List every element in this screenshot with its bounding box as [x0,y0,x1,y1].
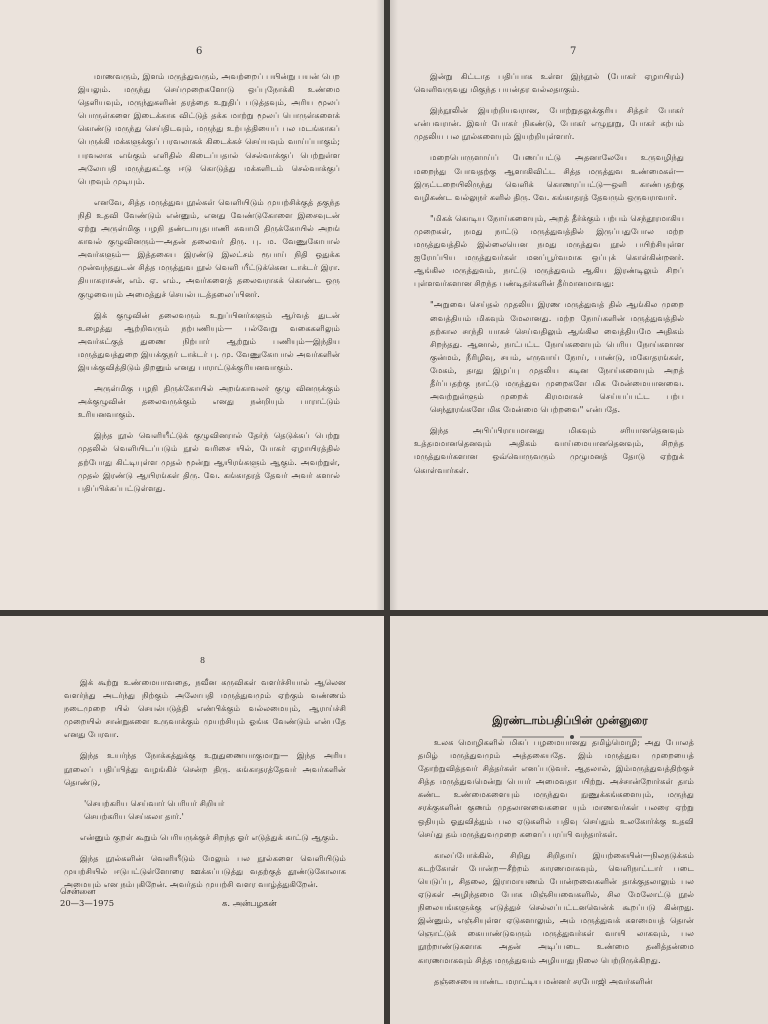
page-8-body [64,676,346,899]
page-7-body [414,70,684,485]
paragraph: இந்த நூல் வெளியீட்டுக் குழுவினரால் தேர்ந் தெடுக்கப் பெற்று முதலில் வெளியிடப்படும் நூல் வரிசை யில், போகர் ஏழாயிரத்தில் தற்போது கிட்டியுள்ள முதல் மூன்று ஆயிரங்களும் ஆகும். அவற்றுள், முதல் இரண்டு ஆயிரங்கள் திரு. வே. கங்காதரத் தேவர் அவர் களால் பதிப்பிக்கப்பட்டுள்ளது. [78,430,340,493]
signature-date: 20—3—1975 [60,898,115,908]
paragraph: இன்று கிட்டாத பதிப்பாக உள்ள இந்நூல் (போகர் ஏழாயிரம்) வெளிவருவது மிகுந்த பயன்தர வல்லதாகும். [414,71,684,95]
paragraph: காலப்போக்கில், சிறிது சிறிதாய் இயற்கையின்—நிலநடுக்கம் கடற்கோள் போன்ற—சீற்றம் காரணமாகவும், வெளிநாட்டார் படை யெடுப்பு, சிதலை, இராமாயணம் போன்றவைகளின் தாக்குதலாலும் பல ஏடுகள் அழிந்தமை போக மிஞ்சியவைகளில், சில மேலோட்டு நூல் நிலையங்களுக்கு எடுத்துச் செல்லப்பட்டனவென்க் கூறப்படு கின்றது. இன்னும், எஞ்சியுள்ள ஏடுகளாலும், அம் மருத்துவக் களமையத் தொன் ஞொட்டுக் கையாண்டுவரும் மருத்துவர்கள் வாயி லாகவும், பல நூற்றாண்டுகளாக அதன் அடிப்படை உண்மை தனித்தன்மை காரணமாகவும் சித்த மருத்துவம் அழியாது நிலை பெற்றிருக்கிறது. [418,849,694,965]
paragraph: தஞ்சையையாண்ட மராட்டிய மன்னர் சரபோஜி அவர்களின் [434,975,653,986]
page-number: 8 [200,656,206,665]
paragraph: உலக மொழிகளில் மிகப் பழமையானது தமிழ்மொழி; அது போலத் தமிழ் மருத்துவமும் அத்தகையதே. இம் மருத்துவ முறையைத் தோற்றுவித்தவர் சித்தர்கள் எனப்படுவர். ஆதலால், இம்மருத்துவத்திற்குச் சித்த மருத்துவமென்று பெயர் அமைவதா யிற்று. அச்சான்றோர்கள் தாம் கண்ட உண்மைகளையும் மருந்துவ நுணுக்கங்களையும், மருந்து சரக்குகளின் குணம் முதலானவைகளை யும் மாணவர்கள் பலரை ஏற்று ஒதியும் ஓதுவித்தும் பல ஏடுகளில் பதிவு செய்தும் உலகோர்க்கு உதவி செய்து தம் மருத்துவமுறை களைப் பரப்பி வந்தார்கள். [418,737,694,839]
paragraph: இந்த நூல்களின் வெளியீடும் மேலும் பல நூல்களை வெளியிடும் முயற்சியில் ஈடுபட்டுள்ளோரை ஊக்கப்படுத்து வதற்குத் தூண்டுகோலாக அமையும் என நம்புகிறேன். அவர்தம் முயற்சி வளர வாழ்த்துகிறேன். [64,852,346,890]
chapter-title: இரண்டாம்பதிப்பின் முன்னுரை [492,714,648,727]
signature-place: சென்னை [60,886,96,896]
paragraph: மறைபொருளாய்ப் பேணப்பட்டு அதனாலேயே உருவழிந்து மறைந்து போவதற்கு ஆளாகிவிட்ட சித்த மருத்துவ உண்மைகள்—இருட்டறையிலிருந்து வெளிக் கொணரப்பட்டு—ஒளி காண்பதற்கு வழிகண்ட வல்லுநர் களில் திரு. வே. கங்காதரத் தேவரும் ஒருவராவார். [414,152,684,202]
paragraph: அருள்மிகு பழநி திருக்கோயில் அறங்காவலர் குழு வினருக்கும் அக்குழுவின் தலைவருக்கும் எனது நன்றியும் பாராட்டும் உரியனவாகும். [78,383,340,420]
paragraph: மாணவரும், இளம் மருத்துவரும், அவற்றைப் பயின்று பயன் பெற இயலும். மருந்து செய்முறைகளோடு ஒப்புநோக்கி உண்மை தெளியவும், மருந்துகளின் தரத்தை உறுதிப் படுத்தவும், அரிய மூலப் பொருள்களை இடைக்காக விட்டுத் தக்க மாற்று மூலப் பொருள்களைக் கொண்டு மருந்து செய்திடவும், மருந்து உற்பத்தியைப் பல மடங்காகப் பெருக்கி மக்களுக்குப் பரவலாகக் கிடைக்கச் செய்யவும் வாய்ப்பாகும்; பரவலாக எங்கும் எளிதில் கிடைப்பதால் செல்வாக்குப் பெற்றுள்ள அலோபதி மருந்துகட்கு ஈடு கொடுத்து மக்களிடம் செல்வாக்குப் பெறவும் முடியும். [78,71,340,186]
paragraph: இந்நூலின் இயற்றியவரான, போற்றுதலுக்குரிய சித்தர் போகர் என்பவரான். இவர் போகர் நிகண்டு, போகர் எழுநூறு, போகர் கற்பம் முதலிய பல நூல்களையும் இயற்றியுள்ளார். [414,105,684,142]
page-number: 7 [570,46,577,57]
paragraph: இந்த உயர்ந்த நோக்கத்துக்கு உறுதுணையாகுமாறு— இந்த அரிய நூலைப் பதிப்பித்து வழங்கிச் சென்ற திரு. கங்காதரத்தேவர் அவர்களின் தொண்டு, [64,750,346,787]
paragraph: இக் கூற்று உண்மையாவதை, நவீன கருவிகள் வளர்ச்சியால் ஆலென வளர்ந்து அடர்ந்து நிற்கும் அலோபதி மருத்துவமும் ஏற்கும் வண்ணம் நடைமுறை யில் செயல்படுத்தி எண்பிக்கும் வல்லமையும், ஆராய்ச்சி முறையில் சான்றுகளை உருவாக்கும் முயற்சியும் ஓங்க வேண்டும் என்பதே எனது பேரவா. [64,677,346,740]
paragraph: "மிகக் கொடிய நோய்களையும், அறத் தீர்க்கும் பற்பம் செந்தூரமாகிய முறைகள், நமது நாட்டு மருத்துவத்தில் இருப்பதுபோல மற்ற மருத்துவத்தில் இல்லையென நமது மருத்துவ நூல் பயிற்சியுள்ள ஐரோப்பிய மருத்துவர்கள் மனப்பூர்வமாக ஒப்புக் கொள்கின்றனர். ஆங்கில மருத்துவம், நாட்டு மருத்துவம் ஆகிய இரண்டிலும் சிறப் புள்ளவர்களான சிறந்த பண்டிதர்களின் தீர்மானமாவது: [414,212,684,289]
gutter-shadow [376,0,384,610]
paragraph: இக் குழுவின் தலைவரும் உறுப்பினர்களும் ஆர்வத் துடன் உழைத்து ஆற்றிவரும் நற்பணியும்— பல்வேறு வகைகளிலும் அவர்கட்குத் துணை நிற்பார் ஆற்றும் பணியும்—இந்திய மருத்துவத்துறை இயக்குநர் டாக்டர் பு. மு. வேணுகோபால் அவர்களின் இயக்குவித்திடும் திறனும் எனது பாராட்டுக்குரியனவாகும். [78,309,340,372]
couplet-line: 'செயற்கரிய செய்வார் பெரியர் சிறியர் [84,797,225,808]
page-number: 6 [196,46,203,57]
block-quote: "அறுவை செய்தல் முதலிய இரண மருத்துவத் தில் ஆங்கில முறை வைத்தியம் மிகவும் மேலானது. மற்ற நோய்களின் மருத்துவத்தில் தற்கால சாந்தி யாகச் செய்வதிலும் ஆங்கில வைத்தியமே அதிகம் சிறந்தது. ஆனால், நாட்பட்ட நோய்களையும் பெரிய நோய்களான குன்மம், நீரிழிவு, சயம், எருவாய் நோய், பாண்டு, மகோதரங்கள், மேகம், தாது இழப்பு முதலிய கடின நோய்களையும் அறத் தீர்ப்பதற்கு நாட்டு மருத்துவ முறைகளே மிக மேன்மையானவை. அவற்றுள்ளும் முறைக் கிரமமாகச் செய்யப்பட்ட பற்ப செந்தூரங்களே மிக மேன்மை பெற்றவை" என்பதே. [430,299,684,415]
page-6-body [78,70,340,503]
page-8 [0,616,384,1024]
page-6 [0,0,384,610]
page-7 [390,0,768,610]
page-9 [390,616,768,1024]
kural-couplet [84,797,346,823]
page-9-body [418,736,694,996]
paragraph: இந்த அபிப்பிராயமானது மிகவும் சரியானதெனவும் உத்தமமானதெனவும் அதிகம் வாய்மையானதெனவும், சிறந்த மருத்துவர்களான ஒவ்வொருவரும் முழுமனத் தோடு ஏற்றுக் கொள்வார்கள். [414,425,684,475]
couplet-line: செயற்கரிய செய்கலா தார்.' [84,810,184,821]
signature-name: க. அன்பழகன் [222,898,277,908]
gutter-shadow [390,0,398,610]
paragraph: எனவே, சித்த மருத்துவ நூல்கள் வெளியிடும் முயற்சிக்குத் தகுந்த நிதி உதவி வேண்டும் என்னும், எனது வேண்டுகோளை இசைவுடன் ஏற்று அருள்மிகு பழநி தண்டாயுதபாணி சுவாமி திருக்கோயில் அறங் காவல் குழுவினரும்—அதன் தலைவர் திரு. பு. ம. வேணுகோபால் அவர்களும்— இத்தகைய இரண்டு இலட்சம் ரூபாய் நிதி ஒதுக்க முன்வந்ததுடன் சித்த மருத்துவ நூல் வெளி யீட்டுக்கென டாக்டர் இரா. தியாகராசன், எம். ஏ. எம்., அவர்களைத் தலைவராகக் கொண்ட ஒரு குழுவையும் அமைத்துச் செயல்படத்தலைப்பினர். [78,196,340,299]
paragraph: என்னும் குறள் கூறும் பெரியருக்குச் சிறந்த ஓர் எடுத்துக் காட்டு ஆகும். [80,831,339,842]
